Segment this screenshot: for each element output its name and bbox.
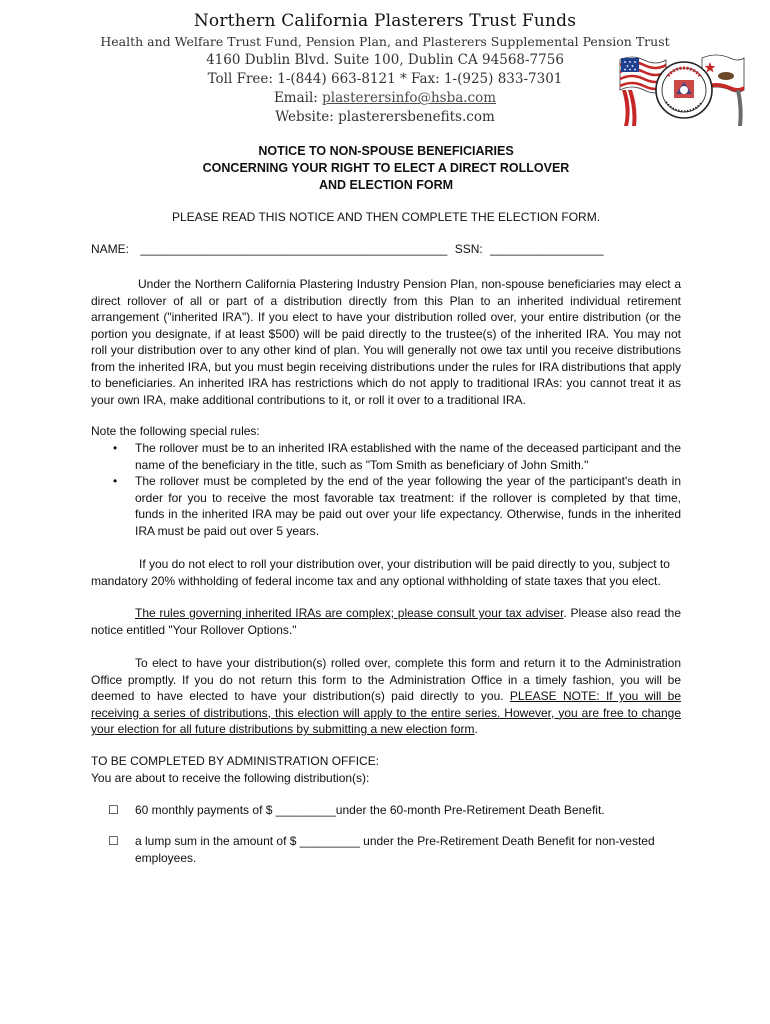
rule-text: The rollover must be to an inherited IRA established with the name of the deceased participant and the name of the beneficiary in the title, such as "Tom Smith as beneficiary of John Smith." <box>135 441 681 472</box>
distribution-option-monthly <box>91 802 681 819</box>
list-item <box>91 473 681 539</box>
notice-heading-line-1: NOTICE TO NON-SPOUSE BENEFICIARIES <box>258 144 514 158</box>
tax-adviser-paragraph <box>91 605 681 638</box>
union-seal-icon <box>656 62 712 118</box>
ssn-label: SSN: <box>454 242 483 256</box>
name-label: NAME: <box>91 242 130 256</box>
rule-text: The rollover must be completed by the end of the year following the year of the participant's death in order for you to receive the most favorable tax treatment: if the rollover is completed by that time, funds in the inherited IRA may be paid out over your life expectancy. Otherwise, funds in the inherited IRA must be paid out over 5 years. <box>135 474 681 538</box>
option-monthly-text: 60 monthly payments of $ _________under the 60-month Pre-Retirement Death Benefit. <box>135 803 605 817</box>
admin-office-intro: You are about to receive the following distribution(s): <box>91 771 370 785</box>
name-ssn-row <box>91 242 681 256</box>
special-rules-list <box>91 440 681 539</box>
election-instructions-end: . <box>474 722 478 736</box>
distribution-option-lump-sum <box>91 833 681 866</box>
admin-office-heading: TO BE COMPLETED BY ADMINISTRATION OFFICE: <box>91 754 380 768</box>
notice-heading-line-2: CONCERNING YOUR RIGHT TO ELECT A DIRECT ROLLOVER <box>202 161 570 175</box>
email-link[interactable]: plasterersinfo@hsba.com <box>322 90 497 106</box>
rollover-explanation-paragraph <box>91 276 681 408</box>
bullet-icon: • <box>113 441 118 455</box>
email-label: Email: <box>273 90 323 106</box>
special-rules-intro: Note the following special rules: <box>91 424 260 438</box>
election-instructions-paragraph <box>91 655 681 738</box>
instruction-line: PLEASE READ THIS NOTICE AND THEN COMPLETE THE ELECTION FORM. <box>171 210 601 224</box>
election-instructions-text: To elect to have your distribution(s) rolled over, complete this form and return it to the Administration Office promptly. If you do not return this form to the Administration Office in a timely fashion, you will be deemed to have elected to have your distribution(s) paid directly to you. <box>91 656 681 703</box>
organization-title: Northern California Plasterers Trust Funds <box>193 11 577 31</box>
option-lump-sum-text: a lump sum in the amount of $ _________ under the Pre-Retirement Death Benefit for non-vested employees. <box>135 834 655 865</box>
no-election-paragraph <box>91 556 681 589</box>
phone-fax-line: Toll Free: 1-(844) 663-8121 * Fax: 1-(925) 833-7301 <box>207 71 563 87</box>
website-line: Website: plasterersbenefits.com <box>275 109 495 125</box>
no-election-text: If you do not elect to roll your distribution over, your distribution will be paid directly to you, subject to mandatory 20% withholding of federal income tax and any optional withholding of state taxes that you elect. <box>91 557 670 588</box>
name-field[interactable]: ______________________________________________ <box>140 242 448 256</box>
notice-heading-line-3: AND ELECTION FORM <box>318 178 454 192</box>
list-item <box>91 440 681 473</box>
ssn-field[interactable]: _________________ <box>490 242 604 256</box>
checkbox-icon[interactable]: ☐ <box>108 834 119 848</box>
please-note-underlined: PLEASE NOTE: If you will be receiving a series of distributions, this election will apply to the entire series. However, you are free to change your election for all future distributions by submitting a new election form <box>91 689 681 736</box>
rollover-explanation-text: Under the Northern California Plastering Industry Pension Plan, non-spouse beneficiaries may elect a direct rollover of all or part of a distribution directly from this Plan to an inherited individual retirement arrangement ("inherited IRA"). If you elect to have your distribution rolled over, your entire distribution (or the portion you designate, if at least $500) will be paid directly to the trustee(s) of the inherited IRA. You may not roll your distribution over to any other kind of plan. You will generally not owe tax until you receive distributions from the inherited IRA, but you must begin receiving distributions under the rules for IRA distributions that apply to beneficiaries. An inherited IRA has restrictions which do not apply to traditional IRAs: you cannot treat it as your own IRA, make additional contributions to it, or roll it over to a traditional IRA. <box>91 277 681 407</box>
tax-adviser-underlined: The rules governing inherited IRAs are complex; please consult your tax adviser <box>135 606 564 620</box>
bullet-icon: • <box>113 474 118 488</box>
address-line: 4160 Dublin Blvd. Suite 100, Dublin CA 94568-7756 <box>206 52 564 68</box>
checkbox-icon[interactable]: ☐ <box>108 803 119 817</box>
organization-subtitle: Health and Welfare Trust Fund, Pension Plan, and Plasterers Supplemental Pension Trust <box>100 34 670 49</box>
tax-adviser-rest: . Please also read the notice entitled "Your Rollover Options." <box>91 606 682 637</box>
notice-heading <box>91 143 681 194</box>
trust-fund-seal-logo <box>618 50 746 130</box>
admin-office-section <box>91 753 379 787</box>
